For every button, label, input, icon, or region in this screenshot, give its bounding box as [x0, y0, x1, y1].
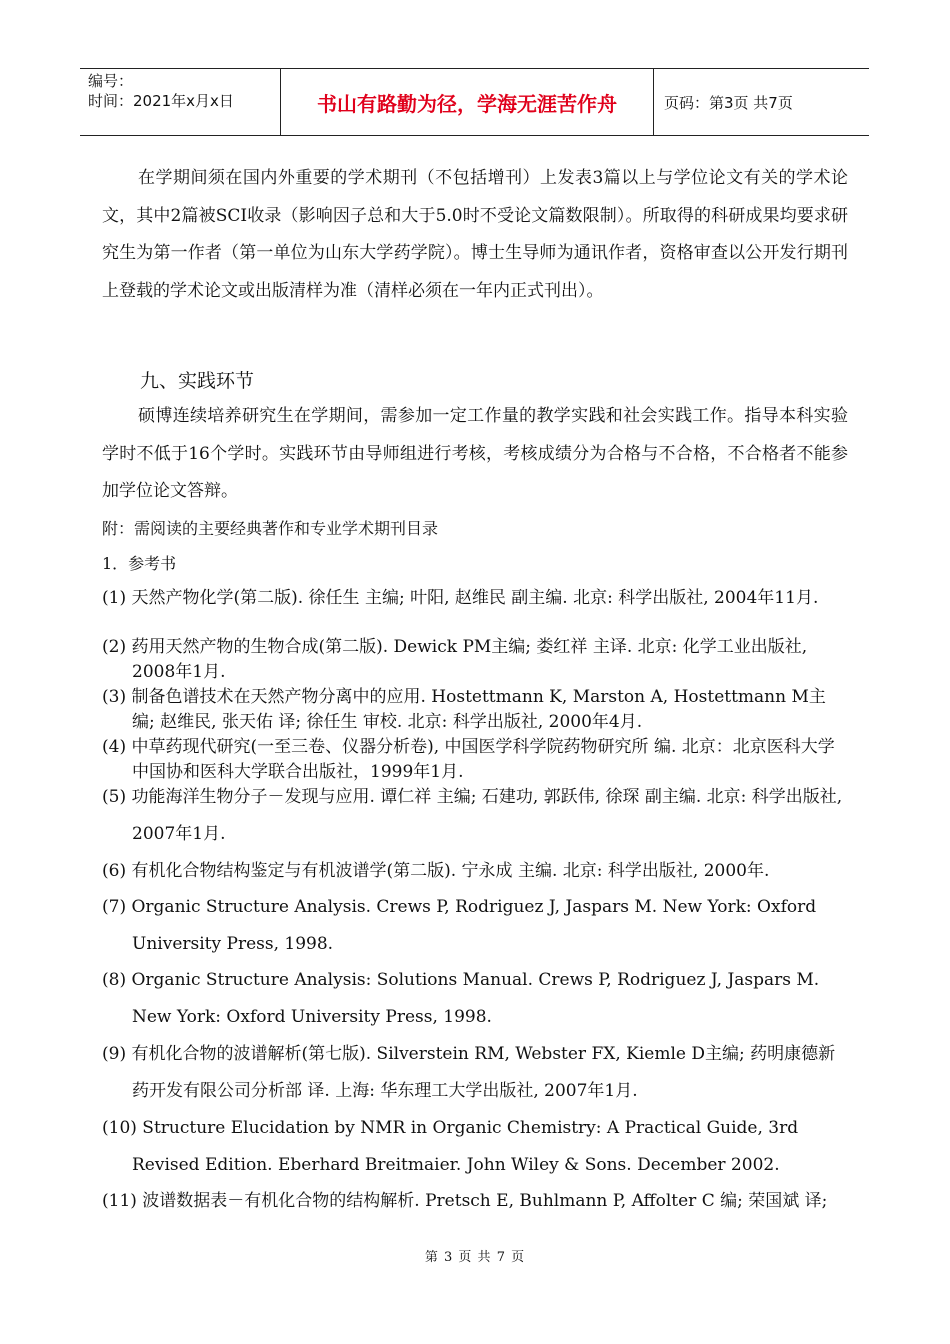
- section-title-practice: 九、实践环节: [140, 370, 255, 392]
- appendix-title: 附：需阅读的主要经典著作和专业学术期刊目录: [102, 519, 439, 538]
- paragraph-publication-requirement: 在学期间须在国内外重要的学术期刊（不包括增刊）上发表3篇以上与学位论文有关的学术论文，其中2篇被SCI收录（影响因子总和大于5.0时不受论文篇数限制）。所取得的科研成果均要求研究生为第一作者（第一单位为山东大学药学院）。博士生导师为通讯作者，资格审查以公开发行期刊上登载的学术论文或出版清样为准（清样必须在一年内正式刊出）。: [102, 168, 848, 301]
- reference-item: (8) Organic Structure Analysis: Solutions Manual. Crews P, Rodriguez J, Jaspars M. New York: Oxford University Press, 1998.: [102, 970, 820, 1027]
- reference-item: (11) 波谱数据表－有机化合物的结构解析. Pretsch E, Buhlmann P, Affolter C 编; 荣国斌 译;: [102, 1191, 828, 1211]
- header-page-info: 页码：第3页 共7页: [664, 93, 793, 112]
- reference-item: (5) 功能海洋生物分子－发现与应用. 谭仁祥 主编; 石建功, 郭跃伟, 徐琛 副主编. 北京: 科学出版社, 2007年1月.: [102, 787, 843, 844]
- header-number: 编号：: [88, 72, 134, 90]
- reference-item: (9) 有机化合物的波谱解析(第七版). Silverstein RM, Webster FX, Kiemle D主编; 药明康德新药开发有限公司分析部 译. 上海: 华东理工大学出版社, 2007年1月.: [102, 1044, 836, 1101]
- reference-item: (1) 天然产物化学(第二版). 徐任生 主编; 叶阳, 赵维民 副主编. 北京: 科学出版社, 2004年11月.: [102, 588, 819, 608]
- header-time: 时间：2021年x月x日: [88, 92, 234, 110]
- reference-item: (6) 有机化合物结构鉴定与有机波谱学(第二版). 宁永成 主编. 北京: 科学出版社, 2000年.: [102, 861, 770, 881]
- paragraph-practice: 硕博连续培养研究生在学期间，需参加一定工作量的教学实践和社会实践工作。指导本科实验学时不低于16个学时。实践环节由导师组进行考核，考核成绩分为合格与不合格，不合格者不能参加学位论文答辩。: [102, 406, 848, 501]
- header-motto: 书山有路勤为径，学海无涯苦作舟: [281, 69, 654, 135]
- reference-item: (10) Structure Elucidation by NMR in Organic Chemistry: A Practical Guide, 3rd Revised Edition. Eberhard Breitmaier. John Wiley & Sons. December 2002.: [102, 1118, 799, 1175]
- page-header: [80, 68, 869, 136]
- reference-item: (2) 药用天然产物的生物合成(第二版). Dewick PM主编; 娄红祥 主译. 北京: 化学工业出版社, 2008年1月.: [102, 637, 808, 682]
- reference-item: (7) Organic Structure Analysis. Crews P, Rodriguez J, Jaspars M. New York: Oxford University Press, 1998.: [102, 897, 817, 954]
- reference-heading: 1．参考书: [102, 554, 177, 573]
- reference-item: (4) 中草药现代研究(一至三卷、仪器分析卷), 中国医学科学院药物研究所 编. 北京：北京医科大学中国协和医科大学联合出版社，1999年1月.: [102, 737, 835, 782]
- reference-item: (3) 制备色谱技术在天然产物分离中的应用. Hostettmann K, Marston A, Hostettmann M主编; 赵维民, 张天佑 译; 徐任生 审校. 北京: 科学出版社, 2000年4月.: [102, 687, 826, 732]
- header-meta: [80, 69, 281, 135]
- page-footer: 第 3 页 共 7 页: [424, 1250, 526, 1265]
